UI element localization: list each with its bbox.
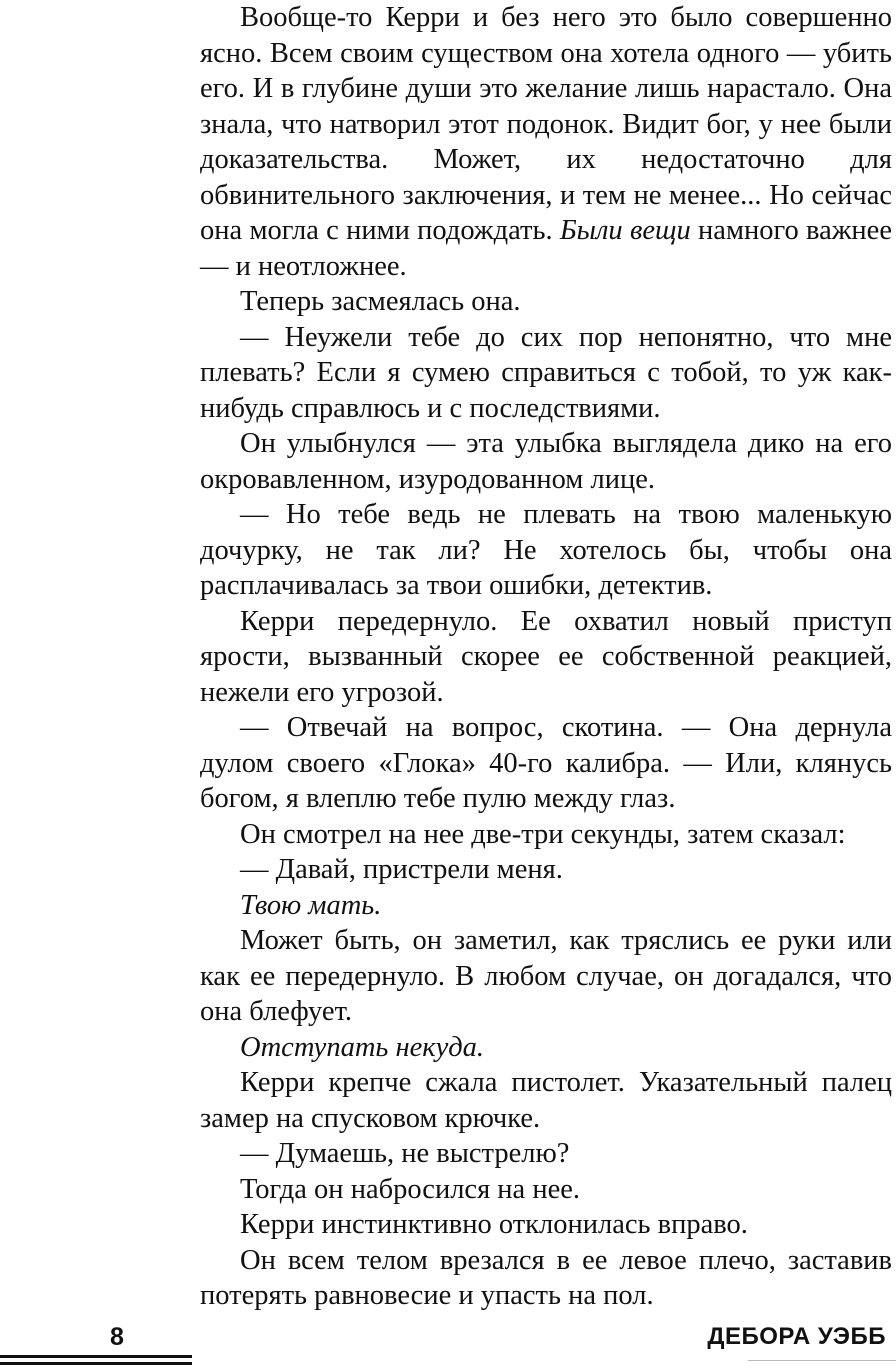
italic-line-2: Отступать некуда.	[240, 1031, 484, 1063]
paragraph-10	[200, 888, 892, 924]
paragraph-11: Может быть, он заметил, как тряслись ее руки или как ее передернуло. В любом случае, он догадался, что она блефует.	[200, 925, 892, 1027]
paragraph-1-text: Вообще-то Керри и без него это было совершенно ясно. Всем своим существом она хотела одного — убить его. И в глубине души это желание лишь нарастало. Она знала, что натворил этот подонок. Видит бог, у нее были доказательства. Может, их недостаточно для обвинительного заключения, и тем не менее... Но сейчас она могла с ними подождать.	[200, 2, 892, 246]
footer-rule-right	[748, 1360, 896, 1361]
paragraph-5: — Но тебе ведь не плевать на твою маленькую дочурку, не так ли? Не хотелось бы, чтобы она расплачивалась за твои ошибки, детектив.	[200, 499, 892, 601]
footer-rule-bottom	[0, 1362, 192, 1365]
paragraph-16: Керри инстинктивно отклонилась вправо.	[240, 1209, 748, 1240]
footer-rule-top	[0, 1355, 192, 1358]
paragraph-17: Он всем телом врезался в ее левое плечо, заставив потерять равновесие и упасть на пол.	[200, 1244, 892, 1311]
page-footer	[0, 1322, 896, 1368]
page-body	[200, 0, 892, 1311]
paragraph-15: Тогда он набросился на нее.	[240, 1173, 581, 1205]
paragraph-8: Он смотрел на нее две-три секунды, затем сказал:	[240, 818, 846, 850]
paragraph-6: Керри передернуло. Ее охватил новый приступ ярости, вызванный скорее ее собственной реакцией, нежели его угрозой.	[200, 605, 892, 708]
paragraph-9: — Давай, пристрели меня.	[240, 854, 563, 885]
paragraph-3: — Неужели тебе до сих пор непонятно, что мне плевать? Если я сумею справиться с тобой, то уж как-нибудь справлюсь и с последствиями.	[200, 321, 892, 424]
paragraph-1-italic: Были вещи	[559, 215, 691, 246]
paragraph-1	[200, 0, 892, 284]
page-number: 8	[110, 1323, 124, 1351]
paragraph-14: — Думаешь, не выстрелю?	[240, 1138, 570, 1169]
paragraph-7: — Отвечай на вопрос, скотина. — Она дернула дулом своего «Глока» 40-го калибра. — Или, клянусь богом, я влеплю тебе пулю между глаз.	[200, 712, 892, 814]
paragraph-4: Он улыбнулся — эта улыбка выглядела дико на его окровавленном, изуродованном лице.	[200, 428, 892, 495]
running-head-author: ДЕБОРА УЭББ	[707, 1323, 886, 1350]
paragraph-13: Керри крепче сжала пистолет. Указательный палец замер на спусковом крючке.	[200, 1067, 892, 1134]
paragraph-1-tail: намного важнее — и неотложнее.	[200, 215, 892, 282]
paragraph-12	[200, 1030, 892, 1066]
italic-line-1: Твою мать.	[240, 889, 382, 921]
paragraph-2: Теперь засмеялась она.	[240, 286, 521, 317]
